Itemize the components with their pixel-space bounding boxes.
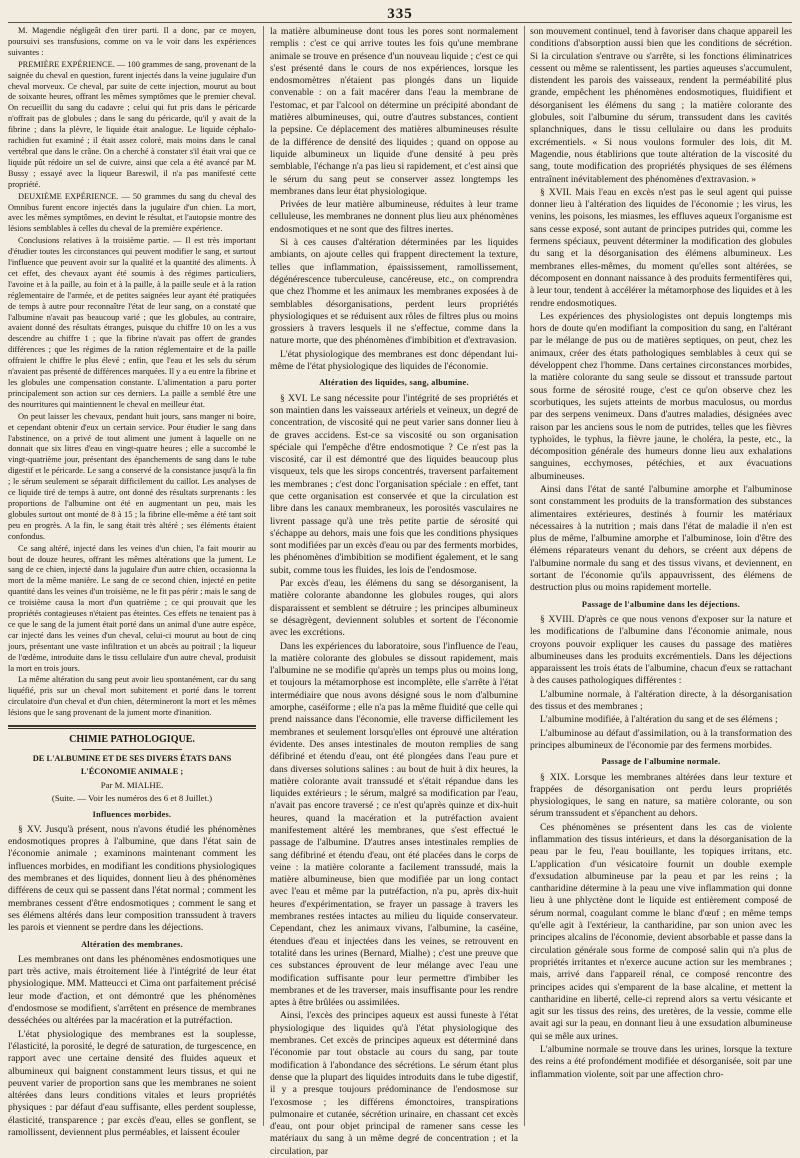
column-divider — [263, 26, 264, 1126]
paragraph: PREMIÈRE EXPÉRIENCE. — 100 grammes de sang, provenant de la saignée du cheval en question, furent injectés dans la veine jugulaire d'un cheval morveux. Ce cheval, par suite de cette injection, mourut au bout de soixante heures, offrant les mêmes symptômes que le premier cheval. On recueillit du sang du cadavre ; celui qui fut pris dans le péricarde n'offrait pas de globules ; dans le sang du péricarde, qu'il y avait de la fibrine ; dans la plèvre, le liquide était analogue. Le liquide céphalo-rachidien fut examiné ; il était assez coloré, mais moins dans le canal vertébral que dans le crâne. On a cherché à constater s'il était vrai que ce liquide pût rédoire un sel de cuivre, ainsi que cela a été avancé par M. Bussy ; essayé avec la liqueur Bareswil, il n'a pas manifesté cette propriété. — [8, 59, 256, 189]
paragraph: Ce sang altéré, injecté dans les veines d'un chien, l'a fait mourir au bout de douze heures, offrant les mêmes altérations que la jument. Le sang de ce chien, injecté dans la jugulaire d'un autre chien, occasionna la mort de la même manière. Le sang de ce second chien, injecté en petite quantité dans les veines d'un troisième, ne le fit pas périr ; mais le sang de ce troisième causa la mort d'un quatrième ; ce qui prouvait que les propriétés contagieuses n'étaient pas éteintes. Ces effets ne tenaient pas à ce que le sang de la jument était porté dans un animal d'une autre espèce, car injecté dans les veines d'un cheval, celui-ci mourut au bout de cinq jours, présentant une vaste infiltration et un abcès au poitrail ; la liqueur de l'œdème, introduite dans le tissu cellulaire d'un autre cheval, produisit la mort en trois jours. — [8, 543, 256, 673]
paragraph: On peut laisser les chevaux, pendant huit jours, sans manger ni boire, et cependant obtenir d'eux un certain service. Pour étudier le sang dans l'abstinence, on a privé de tout aliment une jument à laquelle on ne donnait que six litres d'eau en vingt-quatre heures ; elle a succombé le vingt-quatrième jour, présentant des épanchements de sang dans le tube digestif et le péricarde. Le sang a conservé de la consistance jusqu'à la fin ; le sérum seulement se séparait difficilement du caillot. Les analyses de ce liquide tiré de temps à autre, ont donné des résultats surprenants : les proportions de l'albumine ont été en augmentant un peu, mais les globules surtout ont monté de 8 à 15 ; la fibrine elle-même a été tant soit peu en progrès. A la fin, le sang était très altéré ; ses éléments étaient confondus. — [8, 411, 256, 541]
header-rule — [8, 22, 792, 23]
paragraph: § XVIII. D'après ce que nous venons d'exposer sur la nature et les modifications de l'albumine dans l'économie animale, nous croyons pouvoir expliquer les causes du passage des matières albumineuses dans les produits excrémentiels. Dans les déjections apparaissent les trois états de l'albumine, chacun d'eux se rattachant à des causes pathologiques différentes : — [530, 613, 792, 687]
paragraph: M. Magendie négligeât d'en tirer parti. Il a donc, par ce moyen, poursuivi ses transfusions, comme on va le voir dans les expériences suivantes : — [8, 26, 256, 57]
paragraph: Dans les expériences du laboratoire, sous l'influence de l'eau, la matière colorante des globules se dissout rapidement, mais l'albumine ne se modifie qu'après un temps plus ou moins long, et toujours la métamorphose est incomplète, elle s'arrête à l'état intermédiaire que nous avons désigné sous le nom d'albumine amorphe, caséiforme ; elle n'a pas la même fluidité que celle qui prend naissance dans l'économie, elle traverse difficilement les membranes et seulement lorsqu'elles ont éprouvé une altération évidente. Des anses intestinales de mouton remplies de sang défibriné et étendu d'eau, ont été plongées dans l'eau pure et dans diverses solutions salines : au bout de huit à dix heures, la matière colorante avait transsudé et s'était répandue dans les liquides extérieurs ; le sérum, malgré sa modification par l'eau, n'avait pas encore traversé ; ce n'est qu'après quinze et dix-huit heures, quand la macération et la putréfaction avaient manifestement altéré les membranes, que s'est effectué le passage de l'albumine. D'autres anses intestinales remplies de sang défibriné et étendu d'eau, ont été placées dans le corps de veine : la matière colorante a facilement transsudé, mais la matière albumineuse, bien que modifiée par un long contact avec l'eau et même par la putréfaction, n'a pu, après dix-huit heures d'expérimentation, se frayer un passage à travers les membranes restées intactes au milieu du liquide conservateur. Cependant, chez les animaux vivans, l'albumine, la caséine, étendues d'eau et injectées dans les veines, se retrouvent en totalité dans les urines (Bernard, Mialhe) ; c'est une preuve que ces substances éprouvent de leur mélange avec l'eau une modification suffisante pour leur permettre d'imbiber les membranes et de les traverser, mais insuffisante pour les rendre aptes à être brûlées ou assimilées. — [270, 640, 518, 1009]
paragraph: L'état physiologique des membranes est la souplesse, l'élasticité, la porosité, le degré de saturation, de turgescence, en rapport avec une certaine densité des fluides aqueux et albumineux qui baignent constamment leurs tissus, et qui ne peuvent varier de proportion sans que les membranes ne soient altérées dans leurs conditions vitales et leurs propriétés physiques : par défaut d'eau suffisante, elles perdent souplesse, élasticité, transparence ; par excès d'eau, elles se gonflent, se ramollissent, deviennent plus perméables, et laissent écouler — [8, 1028, 256, 1138]
paragraph: son mouvement continuel, tend à favoriser dans chaque appareil les conditions d'absorption aussi bien que les conditions de sécrétion. Si la circulation s'entrave ou s'arrête, si les fonctions éliminatrices cessent ou même se ralentissent, les parties aqueuses s'accumulent, distendent les parois des vaisseaux, rendent la perméabilité plus grande, empêchent les phénomènes endosmotiques, fluidifient et désorganisent les élémens du sang ; la matière colorante des globules, soit l'albumine du sérum, transsudent dans les cavités splanchniques, dans le tissu cellulaire ou dans les produits excrémentiels. « Si nous voulons formuler des lois, dit M. Magendie, nous établirions que toute altération de la viscosité du sang, toute modification des propriétés physiques de ses élémens entraînent inévitablement des phénomènes d'extravasion. » — [530, 26, 792, 185]
section-title: CHIMIE PATHOLOGIQUE. — [69, 734, 195, 746]
paragraph: L'albumine normale se trouve dans les urines, lorsque la texture des reins a été profondément modifiée et désorganisée, soit par une inflammation violente, soit par une affection chro- — [530, 1044, 792, 1080]
article-title: DE L'ALBUMINE ET DE SES DIVERS ÉTATS DANS L'ÉCONOMIE ANIMALE ; — [32, 754, 232, 776]
suite-note: (Suite. — Voir les numéros des 6 et 8 Juillet.) — [51, 793, 213, 804]
title-rule — [82, 749, 181, 750]
paragraph: Ainsi, l'excès des principes aqueux est aussi funeste à l'état physiologique des liquides qu'à l'état physiologique des membranes. Cet excès de principes aqueux est déterminé dans l'économie par tout obstacle au cours du sang, par toute modification à l'abondance des sécrétions. Le sérum étant plus dense que la plupart des liquides introduits dans le tube digestif, il y a presque toujours prédominance de l'endosmose sur l'exosmose ; les différens émonctoires, transpirations pulmonaire et cutanée, sécrétion urinaire, en chassant cet excès d'eau, ont pour objet principal de ramener sans cesse les matériaux du sang à un même degré de concentration ; et la circulation, par — [270, 1010, 518, 1157]
paragraph: Par excès d'eau, les élémens du sang se désorganisent, la matière colorante abandonne les globules rouges, qui alors disparaissent et semblent se détruire ; les principes albumineux se désagrègent, deviennent solubles et sortent de l'économie avec les excrétions. — [270, 578, 518, 639]
paragraph: Les membranes ont dans les phénomènes endosmotiques une part très active, mais étroitement liée à l'intégrité de leur état physiologique. MM. Matteucci et Cima ont parfaitement précisé leur mode d'action, et ont démontré que les phénomènes d'endosmose se modifient, s'arrêtent en présence de membranes desséchées ou altérées par la macération et la putréfaction. — [8, 953, 256, 1027]
paragraph: Privées de leur matière albumineuse, réduites à leur trame celluleuse, les membranes ne donnent plus lieu aux phénomènes endosmotiques et ne sont que des filtres inertes. — [270, 199, 518, 235]
paragraph: L'état physiologique des membranes est donc dépendant lui-même de l'état physiologique des liquides de l'économie. — [270, 348, 518, 373]
column-divider — [524, 26, 525, 1126]
paragraph: § XVI. Le sang nécessite pour l'intégrité de ses propriétés et son maintien dans les vaisseaux artériels et veineux, un degré de concentration, de viscosité qui ne peut varier sans donner lieu à de graves accidens. Est-ce sa viscosité ou son organisation spéciale qui l'empêche d'être endosmotique ? Ce n'est pas la viscosité, car il est démontré que des liquides beaucoup plus visqueux, tels que les sirops concentrés, traversent parfaitement les membranes ; c'est donc l'organisation spéciale : en effet, tant que cette organisation est conservée et que la circulation est libre dans les canaux membraneux, les porosités vasculaires ne livrent passage qu'à une très petite partie de sérosité qui s'échappe au dehors, mais une fois que les conditions physiques sont modifiées par un excès d'eau ou par des ferments morbides, les phénomènes d'imbibition se modifient également, et le sang subit, comme tous les fluides, les lois de l'endosmose. — [270, 392, 518, 576]
subheading: Altération des liquides, sang, albumine. — [319, 378, 469, 388]
section-rule — [8, 725, 256, 729]
paragraph: la matière albumineuse dont tous les pores sont normalement remplis : c'est ce qui arrive toutes les fois qu'une membrane animale se trouve en présence d'un nouveau liquide ; c'est ce qui s'est présenté dans le cours de nos expériences, lorsque les endosmomètres n'étaient pas plongés dans un liquide convenable : on a fait macérer dans l'eau la membrane de l'estomac, et par l'alcool on détermine un précipité abondant de matières albumineuses, qui, outre d'autres substances, contient la pepsine. Ce déplacement des matières albumineuses résulte de la différence de densité des liquides ; quand on oppose au liquide albumineux un liquide d'une densité à peu près semblable, l'échange n'a pas lieu si rapidement, et c'est ainsi que le sérum du sang peut se conserver assez longtemps les membranes dans leur état physiologique. — [270, 26, 518, 197]
paragraph: Ces phénomènes se présentent dans les cas de violente inflammation des tissus intérieurs, et dans la désorganisation de la peau par le feu, l'eau bouillante, les topiques irritans, etc. L'application d'un vésicatoire fournit un double exemple d'exsudation albumineuse par la peau et par les reins ; la cantharidine détermine à la peau une vive inflammation qui donne lieu à une phlyctène dont le liquide est entièrement composé de sérum normal, coagulant comme le blanc d'œuf ; en même temps qu'elle agit à l'extérieur, la cantharidine, par son union avec les principes alcalins de l'économie, devient absorbable et passe dans la circulation générale sous forme de composé salin qui n'a plus de propriétés irritantes et n'exerce aucune action sur les membranes ; mais, arrivé dans l'appareil rénal, ce composé rencontre des principes acides qui s'emparent de la base alcaline, et mettent la cantharidine en liberté, celle-ci reprend alors sa vertu vésicante et agit sur les tissus des reins, des uretères, de la vessie, comme elle avait agi sur la peau, en donnant lieu à une exsudation albumineuse qui se mêle aux urines. — [530, 821, 792, 1042]
paragraph: § XVII. Mais l'eau en excès n'est pas le seul agent qui puisse donner lieu à l'altération des liquides de l'économie ; les virus, les venins, les poisons, les miasmes, les effluves aqueux l'organisme est sans cesse exposé, sont autant de principes putrides qui, comme les fermens spéciaux, peuvent déterminer la modification des globules du sang et la désorganisation des élémens albumineux. Les membranes elles-mêmes, du moment qu'elles sont altérées, se décomposent en donnant naissance à des produits fermentifères qui, à leur tour, tendent à accélérer la métamorphose des liquides et à les rendre endosmotiques. — [530, 186, 792, 309]
column-1 — [8, 26, 256, 1138]
page-number: 335 — [387, 6, 413, 22]
subheading: Passage de l'albumine dans les déjections. — [581, 599, 741, 609]
column-3 — [530, 26, 792, 1126]
subheading: Altération des membranes. — [81, 939, 183, 949]
paragraph: L'albumine normale, à l'altération directe, à la désorganisation des tissus et des membranes ; — [530, 688, 792, 713]
paragraph: Les expériences des physiologistes ont depuis longtemps mis hors de doute qu'en modifiant la composition du sang, en l'altérant par le mélange de pus ou de matières septiques, on peut, chez les animaux, créer des états pathologiques semblables à ceux qui se développent chez l'homme. Dans certaines circonstances morbides, la matière colorante du sang seule se dissout et transsude partout sous forme de sérosité rouge, c'est ce qu'on observe chez les scorbutiques, les sujets atteints de morbus maculosus, ou mordus par des serpens venimeux. Dans d'autres maladies, désignées avec raison par les anciens sous le nom de putrides, telles que les fièvres typhoïdes, le typhus, la fièvre jaune, le choléra, la peste, etc., la décomposition générale des humeurs donne lieu aux exhalations sanguines, ecchymoses, pétéchies, et aux évacuations albumineuses. — [530, 310, 792, 482]
article-author: Par M. MIALHE. — [100, 779, 164, 790]
column-2 — [270, 26, 518, 1157]
paragraph: Conclusions relatives à la troisième partie. — Il est très important d'étudier toutes les circonstances qui peuvent modifier le sang, et surtout l'influence que peuvent avoir sur la qualité et la quantité des aliments. À cet effet, des chevaux ayant été soumis à des régimes particuliers, l'avoine et à la paille, au foin et à la paille, à la paille seule et à la ration réglementaire de l'armée, et de petites saignées leur ayant été pratiquées de temps à autre pour reconnaître l'état de leur sang, on a constaté que l'albumine n'avait pas beaucoup varié ; que les globules, au contraire, avaient donné des résultats étranges, puisque du chiffre 10 on les a vus descendre au chiffre 1 ; que la fibrine n'avait pas offert de grandes différences ; que les régimes de la ration réglementaire et de la paille offraient le chiffre le plus élevé ; enfin, que l'eau et les sels du sérum n'avaient pas présenté de différences marquées. Il y a eu entre la fibrine et les globules une compensation constante. L'alimentation a paru porter principalement son action sur ces derniers. La paille a semblé être une des nourritures qui maintiennent le cheval en meilleur état. — [8, 236, 256, 409]
paragraph: § XIX. Lorsque les membranes altérées dans leur texture et frappées de désorganisation ont perdu leurs propriétés physiologiques, le sang en nature, sa matière colorante, ou son sérum transsudent et s'épanchent au dehors. — [530, 771, 792, 820]
paragraph: L'albuminose au défaut d'assimilation, ou à la transformation des principes albumineux de l'économie par des fermens morbides. — [530, 727, 792, 751]
paragraph: Si à ces causes d'altération déterminées par les liquides ambiants, on ajoute celles qui frappent directement la texture, telles que inflammation, épaississement, ramollissement, dégénérescence tuberculeuse, cancéreuse, etc., on comprendra que chez l'homme et les animaux les membranes exposées à de semblables désorganisations, perdent leurs propriétés physiologiques et se réduisent aux rôles de filtres plus ou moins grossiers à travers lesquels il ne s'effectue, comme dans la nature morte, que des phénomènes d'imbibition et d'extravasion. — [270, 237, 518, 347]
paragraph: Ainsi dans l'état de santé l'albumine amorphe et l'albuminose sont constamment les produits de la transformation des substances alimentaires extérieures, destinés à fournir les matériaux nécessaires à la nutrition ; mais dans l'état de maladie il n'en est plus de même, l'albumine amorphe et l'albuminose, loin d'être des élémens réparateurs venant du dehors, se créent aux dépens de l'albumine normale du sang et des tissus vivans, et deviennent, en sortant de l'économie qu'ils appauvrissent, des élémens de destruction plus ou moins rapidement mortelle. — [530, 483, 792, 594]
subheading: Influences morbides. — [92, 809, 172, 819]
paragraph: L'albumine modifiée, à l'altération du sang et de ses élémens ; — [540, 714, 778, 726]
subheading: Passage de l'albumine normale. — [601, 757, 721, 767]
paragraph: DEUXIÈME EXPÉRIENCE. — 50 grammes du sang du cheval des Omnibus furent encore injectés dans la jugulaire d'un chien. La mort, avec les mêmes symptômes, en devint le résultat, et l'autopsie montre des lésions semblables à celles du cheval de la première expérience. — [8, 191, 256, 234]
paragraph: La même altération du sang peut avoir lieu spontanément, car du sang liquéfié, pris sur un cheval mort subitement et porté dans le torrent circulatoire d'un cheval et d'un chien, détermineront la mort et les mêmes lésions que le sang provenant de la jument morte d'inanition. — [8, 675, 256, 718]
paragraph: § XV. Jusqu'à présent, nous n'avons étudié les phénomènes endosmotiques propres à l'albumine, que dans l'état sain de l'économie animale ; examinons maintenant comment les influences morbides, en modifiant les conditions physiologiques des membranes et des liquides, donnent lieu à des phénomènes différens de ceux qui se passent dans l'état normal ; comment les membranes cessent d'être endosmotiques ; comment le sang et ses élémens altérés dans leur composition transsudent à travers les parois et viennent se perdre dans les déjections. — [8, 823, 256, 934]
